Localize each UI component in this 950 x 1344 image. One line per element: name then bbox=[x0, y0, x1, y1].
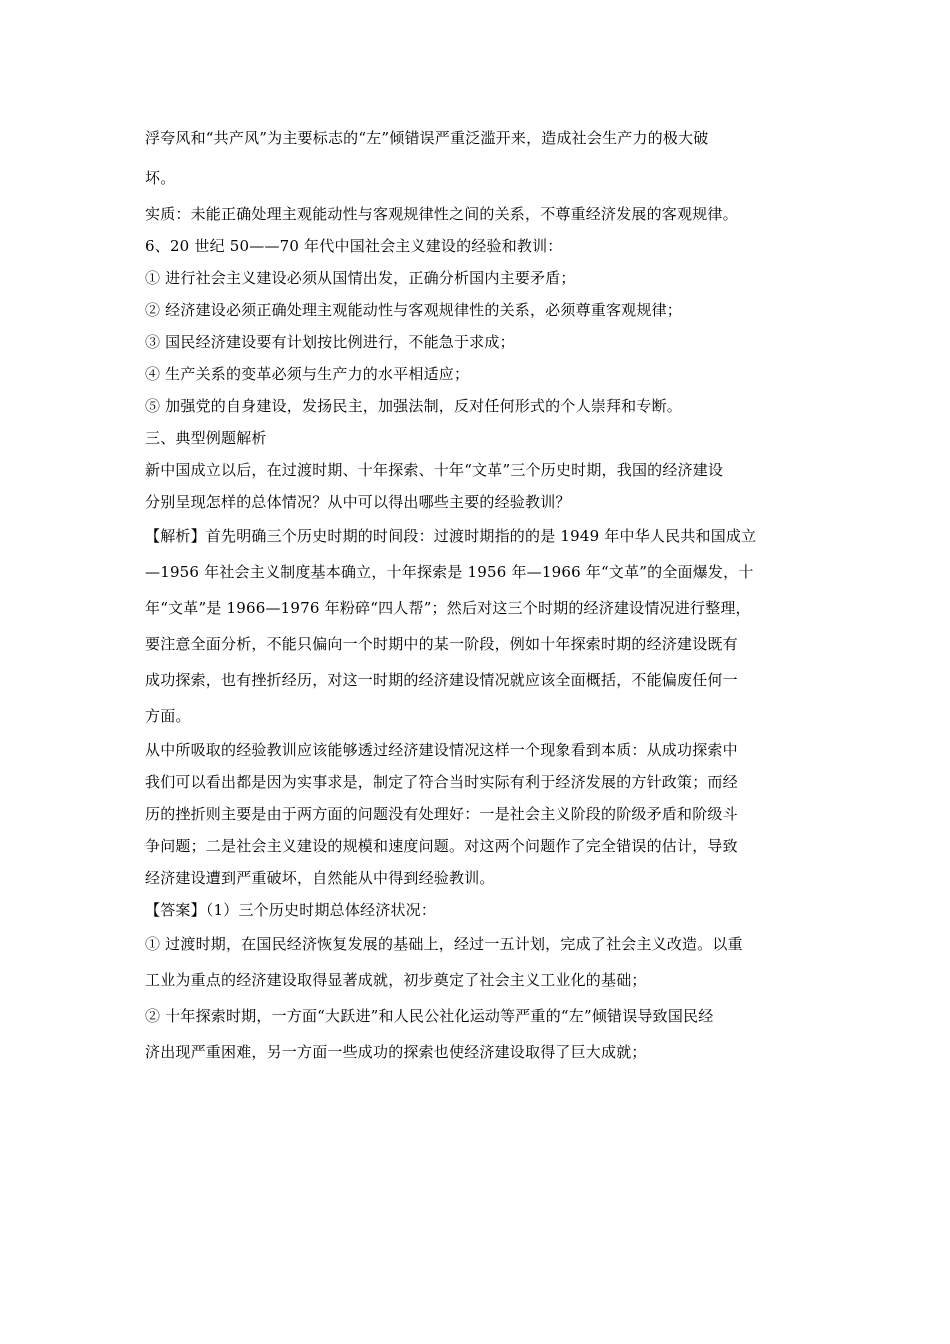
question-paragraph bbox=[145, 454, 810, 518]
text-line: 我们可以看出都是因为实事求是，制定了符合当时实际有利于经济发展的方针政策；而经 bbox=[145, 773, 738, 791]
paragraph-left-error bbox=[145, 118, 810, 198]
lessons-list bbox=[145, 262, 810, 422]
text-line: 坏。 bbox=[145, 169, 176, 187]
paragraph-lessons-heading bbox=[145, 230, 810, 262]
text-line: ② 十年探索时期，一方面“大跃进”和人民公社化运动等严重的“左”倾错误导致国民经 bbox=[145, 1007, 714, 1025]
text-line: 新中国成立以后，在过渡时期、十年探索、十年“文革”三个历史时期，我国的经济建设 bbox=[145, 461, 724, 479]
text-line: —1956 年社会主义制度基本确立，十年探索是 1956 年—1966 年“文革”的全面爆发，十 bbox=[145, 563, 754, 581]
text-line: 济出现严重困难，另一方面一些成功的探索也使经济建设取得了巨大成就； bbox=[145, 1043, 647, 1061]
list-item: ① 进行社会主义建设必须从国情出发，正确分析国内主要矛盾； bbox=[145, 269, 576, 287]
list-item: ③ 国民经济建设要有计划按比例进行，不能急于求成； bbox=[145, 333, 515, 351]
answer-heading bbox=[145, 894, 810, 926]
text-line: 实质：未能正确处理主观能动性与客观规律性之间的关系，不尊重经济发展的客观规律。 bbox=[145, 205, 738, 223]
document-body bbox=[145, 118, 810, 1070]
text-line: 6、20 世纪 50——70 年代中国社会主义建设的经验和教训： bbox=[145, 237, 563, 255]
list-item: ④ 生产关系的变革必须与生产力的水平相适应； bbox=[145, 365, 470, 383]
list-item: ② 经济建设必须正确处理主观能动性与客观规律性的关系，必须尊重客观规律； bbox=[145, 301, 682, 319]
text-line: 工业为重点的经济建设取得显著成就，初步奠定了社会主义工业化的基础； bbox=[145, 971, 647, 989]
list-item: ⑤ 加强党的自身建设，发扬民主，加强法制，反对任何形式的个人崇拜和专断。 bbox=[145, 397, 682, 415]
paragraph-essence bbox=[145, 198, 810, 230]
text-line: 争问题；二是社会主义建设的规模和速度问题。对这两个问题作了完全错误的估计，导致 bbox=[145, 837, 738, 855]
text-line: 经济建设遭到严重破坏，自然能从中得到经验教训。 bbox=[145, 869, 495, 887]
text-line: 方面。 bbox=[145, 707, 191, 725]
answer-item-2 bbox=[145, 998, 810, 1070]
text-line: 要注意全面分析，不能只偏向一个时期中的某一阶段，例如十年探索时期的经济建设既有 bbox=[145, 635, 738, 653]
text-line: 【解析】首先明确三个历史时期的时间段：过渡时期指的的是 1949 年中华人民共和国成立 bbox=[145, 527, 757, 545]
section-heading bbox=[145, 422, 810, 454]
text-line: 年“文革”是 1966—1976 年粉碎“四人帮”；然后对这三个时期的经济建设情况进行整理， bbox=[145, 599, 751, 617]
text-line: 分别呈现怎样的总体情况？从中可以得出哪些主要的经验教训？ bbox=[145, 493, 571, 511]
text-line: 【答案】（1）三个历史时期总体经济状况： bbox=[145, 901, 437, 919]
lesson-analysis-paragraph bbox=[145, 734, 810, 894]
text-line: ① 过渡时期，在国民经济恢复发展的基础上，经过一五计划，完成了社会主义改造。以重 bbox=[145, 935, 743, 953]
text-line: 成功探索，也有挫折经历，对这一时期的经济建设情况就应该全面概括，不能偏废任何一 bbox=[145, 671, 738, 689]
text-line: 历的挫折则主要是由于两方面的问题没有处理好：一是社会主义阶段的阶级矛盾和阶级斗 bbox=[145, 805, 738, 823]
analysis-paragraph bbox=[145, 518, 810, 734]
text-line: 三、典型例题解析 bbox=[145, 429, 267, 447]
answer-item-1 bbox=[145, 926, 810, 998]
text-line: 从中所吸取的经验教训应该能够透过经济建设情况这样一个现象看到本质：从成功探索中 bbox=[145, 741, 738, 759]
text-line: 浮夸风和“共产风”为主要标志的“左”倾错误严重泛滥开来，造成社会生产力的极大破 bbox=[145, 129, 709, 147]
